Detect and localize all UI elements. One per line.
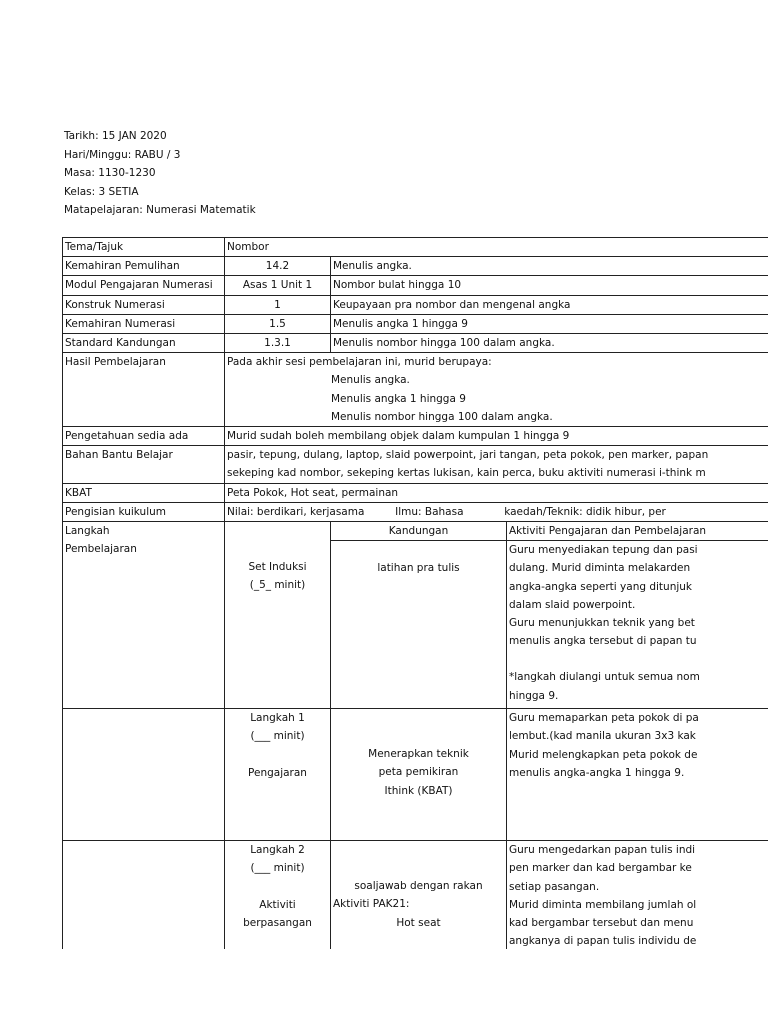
row-konstruk (63, 295, 768, 314)
langkah2-time: (___ minit) (250, 862, 305, 875)
pengisian-kaedah: kaedah/Teknik: didik hibur, per (504, 505, 666, 518)
langkah1-blank-cell (63, 709, 225, 841)
langkah2-kandungan-line: Hot seat (396, 916, 441, 929)
aktiviti-line: menulis angka tersebut di papan tu (509, 635, 697, 648)
langkah2-sub: berpasangan (243, 916, 312, 929)
modul-code: Asas 1 Unit 1 (225, 276, 331, 295)
aktiviti-line: angkanya di papan tulis individu de (509, 935, 697, 948)
aktiviti-line: Guru menunjukkan teknik yang bet (509, 617, 695, 630)
langkah1-aktiviti-cell (507, 709, 768, 841)
hasil-item: Menulis angka. (331, 374, 410, 387)
langkah2-kandungan-line: soaljawab dengan rakan (354, 880, 483, 893)
bahan-line: sekeping kad nombor, sekeping kertas lukisan, kain perca, buku aktiviti numerasi i-think m (227, 467, 706, 480)
kemahiran-pemulihan-code: 14.2 (225, 257, 331, 276)
modul-desc: Nombor bulat hingga 10 (331, 276, 768, 295)
langkah1-kandungan-line: Ithink (KBAT) (384, 784, 453, 797)
hasil-item: Menulis nombor hingga 100 dalam angka. (331, 410, 553, 423)
kemahiran-pemulihan-label: Kemahiran Pemulihan (63, 257, 225, 276)
kbat-label: KBAT (63, 483, 225, 502)
row-modul (63, 276, 768, 295)
hasil-value (225, 353, 768, 427)
row-pengisian (63, 502, 768, 521)
hari-line: Hari/Minggu: RABU / 3 (64, 148, 181, 161)
row-langkah-head (63, 522, 768, 541)
bahan-value (225, 446, 768, 483)
langkah1-title: Langkah 1 (250, 712, 305, 725)
langkah2-cell (225, 841, 331, 949)
row-langkah2 (63, 841, 768, 949)
pengisian-ilmu: Ilmu: Bahasa (395, 505, 464, 518)
hasil-intro: Pada akhir sesi pembelajaran ini, murid berupaya: (227, 356, 492, 369)
bahan-label: Bahan Bantu Belajar (63, 446, 225, 483)
row-kemahiran-pemulihan (63, 257, 768, 276)
aktiviti-line: dulang. Murid diminta melakarden (509, 562, 691, 575)
aktiviti-line: setiap pasangan. (509, 880, 600, 893)
aktiviti-line: Guru menyediakan tepung dan pasi (509, 544, 698, 557)
bahan-line: pasir, tepung, dulang, laptop, slaid powerpoint, jari tangan, peta pokok, pen marker, papan (227, 449, 709, 462)
langkah1-kandungan-line: Menerapkan teknik (368, 748, 469, 761)
langkah1-sub: Pengajaran (248, 766, 307, 779)
konstruk-label: Konstruk Numerasi (63, 295, 225, 314)
aktiviti-line: *langkah diulangi untuk semua nom (509, 671, 700, 684)
lesson-plan-table (62, 237, 768, 949)
aktiviti-line: dalam slaid powerpoint. (509, 598, 636, 611)
aktiviti-line: Murid diminta membilang jumlah ol (509, 898, 697, 911)
set-induksi-kandungan: latihan pra tulis (377, 562, 460, 575)
langkah1-cell (225, 709, 331, 841)
aktiviti-line: menulis angka-angka 1 hingga 9. (509, 766, 685, 779)
standard-desc: Menulis nombor hingga 100 dalam angka. (331, 334, 768, 353)
langkah2-kandungan-line: Aktiviti PAK21: (333, 898, 410, 911)
langkah-label: Langkah (65, 525, 110, 538)
standard-code: 1.3.1 (225, 334, 331, 353)
kemahiran-numerasi-code: 1.5 (225, 314, 331, 333)
tema-label: Tema/Tajuk (63, 238, 225, 257)
aktiviti-line: kad bergambar tersebut dan menu (509, 917, 694, 930)
row-tema (63, 238, 768, 257)
set-induksi-kandungan-cell (331, 541, 507, 709)
langkah2-kandungan-cell (331, 841, 507, 949)
aktiviti-line: Guru memaparkan peta pokok di pa (509, 712, 699, 725)
aktiviti-line: lembut.(kad manila ukuran 3x3 kak (509, 730, 696, 743)
langkah2-blank-cell (63, 841, 225, 949)
langkah2-aktiviti-cell (507, 841, 768, 949)
row-hasil (63, 353, 768, 427)
standard-label: Standard Kandungan (63, 334, 225, 353)
kbat-value: Peta Pokok, Hot seat, permainan (225, 483, 768, 502)
konstruk-desc: Keupayaan pra nombor dan mengenal angka (331, 295, 768, 314)
row-pengetahuan (63, 427, 768, 446)
langkah1-kandungan-cell (331, 709, 507, 841)
pengisian-label: Pengisian kuikulum (63, 502, 225, 521)
set-induksi-cell (225, 522, 331, 709)
tarikh-line: Tarikh: 15 JAN 2020 (64, 130, 167, 142)
kemahiran-numerasi-label: Kemahiran Numerasi (63, 314, 225, 333)
hasil-label: Hasil Pembelajaran (63, 353, 225, 427)
kelas-line: Kelas: 3 SETIA (64, 185, 139, 198)
modul-label: Modul Pengajaran Numerasi (63, 276, 225, 295)
kemahiran-pemulihan-desc: Menulis angka. (331, 257, 768, 276)
masa-line: Masa: 1130-1230 (64, 167, 156, 179)
pembelajaran-label: Pembelajaran (65, 543, 137, 556)
row-kemahiran-numerasi (63, 314, 768, 333)
pengetahuan-label: Pengetahuan sedia ada (63, 427, 225, 446)
aktiviti-line: Murid melengkapkan peta pokok de (509, 748, 698, 761)
set-induksi-time: (_5_ minit) (249, 579, 306, 592)
set-induksi-title: Set Induksi (248, 561, 307, 574)
langkah1-time: (___ minit) (250, 730, 305, 743)
konstruk-code: 1 (225, 295, 331, 314)
lesson-header (64, 127, 256, 220)
aktiviti-line: pen marker dan kad bergambar ke (509, 862, 692, 875)
matapelajaran-line: Matapelajaran: Numerasi Matematik (64, 204, 256, 216)
langkah2-sub: Aktiviti (259, 898, 296, 911)
pengisian-value (225, 502, 768, 521)
kemahiran-numerasi-desc: Menulis angka 1 hingga 9 (331, 314, 768, 333)
aktiviti-line: hingga 9. (509, 689, 559, 702)
row-kbat (63, 483, 768, 502)
langkah1-kandungan-line: peta pemikiran (378, 766, 459, 779)
tema-value: Nombor (225, 238, 768, 257)
aktiviti-header: Aktiviti Pengajaran dan Pembelajaran (507, 522, 768, 541)
hasil-item: Menulis angka 1 hingga 9 (331, 392, 466, 405)
pengisian-nilai: Nilai: berdikari, kerjasama (227, 505, 365, 518)
row-standard (63, 334, 768, 353)
row-bahan (63, 446, 768, 483)
aktiviti-line: angka-angka seperti yang ditunjuk (509, 580, 693, 593)
row-langkah1 (63, 709, 768, 841)
pengetahuan-value: Murid sudah boleh membilang objek dalam kumpulan 1 hingga 9 (225, 427, 768, 446)
aktiviti-line: Guru mengedarkan papan tulis indi (509, 844, 696, 857)
langkah2-title: Langkah 2 (250, 844, 305, 857)
lesson-plan-table-wrap (62, 237, 768, 949)
kandungan-header: Kandungan (331, 522, 507, 541)
langkah-label-cell (63, 522, 225, 709)
set-induksi-aktiviti-cell (507, 541, 768, 709)
